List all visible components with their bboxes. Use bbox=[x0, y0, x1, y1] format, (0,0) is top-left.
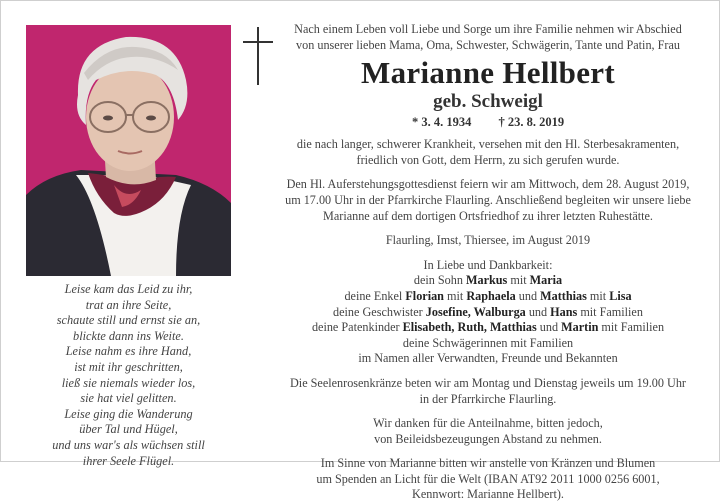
poem-line: Leise nahm es ihre Hand, bbox=[65, 344, 192, 359]
mourner-siblings: deine Geschwister Josefine, Walburga und Hans mit Familien bbox=[333, 304, 643, 319]
poem-line: blickte dann ins Weite. bbox=[73, 328, 184, 343]
cross-icon bbox=[243, 27, 273, 85]
intro-line: von unserer lieben Mama, Oma, Schwester, Schwägerin, Tante und Patin, Frau bbox=[296, 37, 680, 52]
intro-line: Nach einem Leben voll Liebe und Sorge um ihre Familie nehmen wir Abschied bbox=[294, 22, 682, 36]
poem-line: trat an ihre Seite, bbox=[85, 297, 172, 312]
death-date: † 23. 8. 2019 bbox=[498, 115, 565, 130]
mourner-son: dein Sohn Markus mit Maria bbox=[413, 273, 563, 288]
mourners-intro: In Liebe und Dankbarkeit: bbox=[423, 257, 553, 272]
poem-line: ist mit ihr geschritten, bbox=[74, 359, 183, 374]
mourner-sisters-in-law: deine Schwägerinnen mit Familien bbox=[402, 335, 574, 350]
rosary-line: in der Pfarrkirche Flaurling. bbox=[419, 391, 557, 406]
donation-line: Im Sinne von Marianne bitten wir anstelle von Kränzen und Blumen bbox=[320, 456, 656, 471]
mourner-relatives: im Namen aller Verwandten, Freunde und Bekannten bbox=[358, 351, 618, 366]
maiden-name: geb. Schweigl bbox=[433, 91, 543, 113]
poem-line: Leise kam das Leid zu ihr, bbox=[64, 282, 193, 296]
poem-line: ließ sie niemals wieder los, bbox=[61, 375, 196, 390]
death-text-line: friedlich von Gott, dem Herrn, zu sich gerufen wurde. bbox=[356, 152, 620, 167]
donation-line: Kennwort: Marianne Hellbert). bbox=[412, 487, 564, 502]
memorial-poem bbox=[26, 282, 231, 469]
deceased-name: Marianne Hellbert bbox=[361, 55, 615, 91]
thanks-line: Wir danken für die Anteilnahme, bitten jedoch, bbox=[373, 416, 603, 431]
rosary-line: Die Seelenrosenkränze beten wir am Montag und Dienstag jeweils um 19.00 Uhr bbox=[290, 375, 686, 390]
donation-line: um Spenden an Licht für die Welt (IBAN AT92 2011 1000 0256 6001, bbox=[316, 471, 660, 486]
poem-line: schaute still und ernst sie an, bbox=[56, 313, 201, 328]
life-dates bbox=[281, 114, 695, 131]
portrait-photo bbox=[26, 25, 231, 276]
birth-date: * 3. 4. 1934 bbox=[411, 115, 472, 130]
poem-line: ihrer Seele Flügel. bbox=[82, 453, 175, 468]
death-text-line: die nach langer, schwerer Krankheit, versehen mit den Hl. Sterbesakramenten, bbox=[296, 137, 680, 152]
funeral-line: um 17.00 Uhr in der Pfarrkirche Flaurling. Anschließend begleiten wir unsere liebe bbox=[285, 192, 691, 207]
obituary-text bbox=[281, 22, 695, 503]
funeral-line: Marianne auf dem dortigen Ortsfriedhof zu ihrer letzten Ruhestätte. bbox=[323, 208, 653, 223]
poem-line: über Tal und Hügel, bbox=[79, 422, 178, 437]
place-date: Flaurling, Imst, Thiersee, im August 2019 bbox=[385, 233, 591, 248]
mourner-godchildren: deine Patenkinder Elisabeth, Ruth, Matthias und Martin mit Familien bbox=[311, 320, 665, 335]
mourner-grandchildren: deine Enkel Florian mit Raphaela und Matthias mit Lisa bbox=[344, 288, 632, 303]
funeral-line: Den Hl. Auferstehungsgottesdienst feiern wir am Mittwoch, dem 28. August 2019, bbox=[286, 177, 690, 192]
poem-line: sie hat viel gelitten. bbox=[80, 391, 177, 406]
poem-line: und uns war's als wüchsen still bbox=[52, 437, 205, 452]
thanks-line: von Beileidsbezeugungen Abstand zu nehmen. bbox=[374, 431, 602, 446]
poem-line: Leise ging die Wanderung bbox=[64, 406, 193, 421]
